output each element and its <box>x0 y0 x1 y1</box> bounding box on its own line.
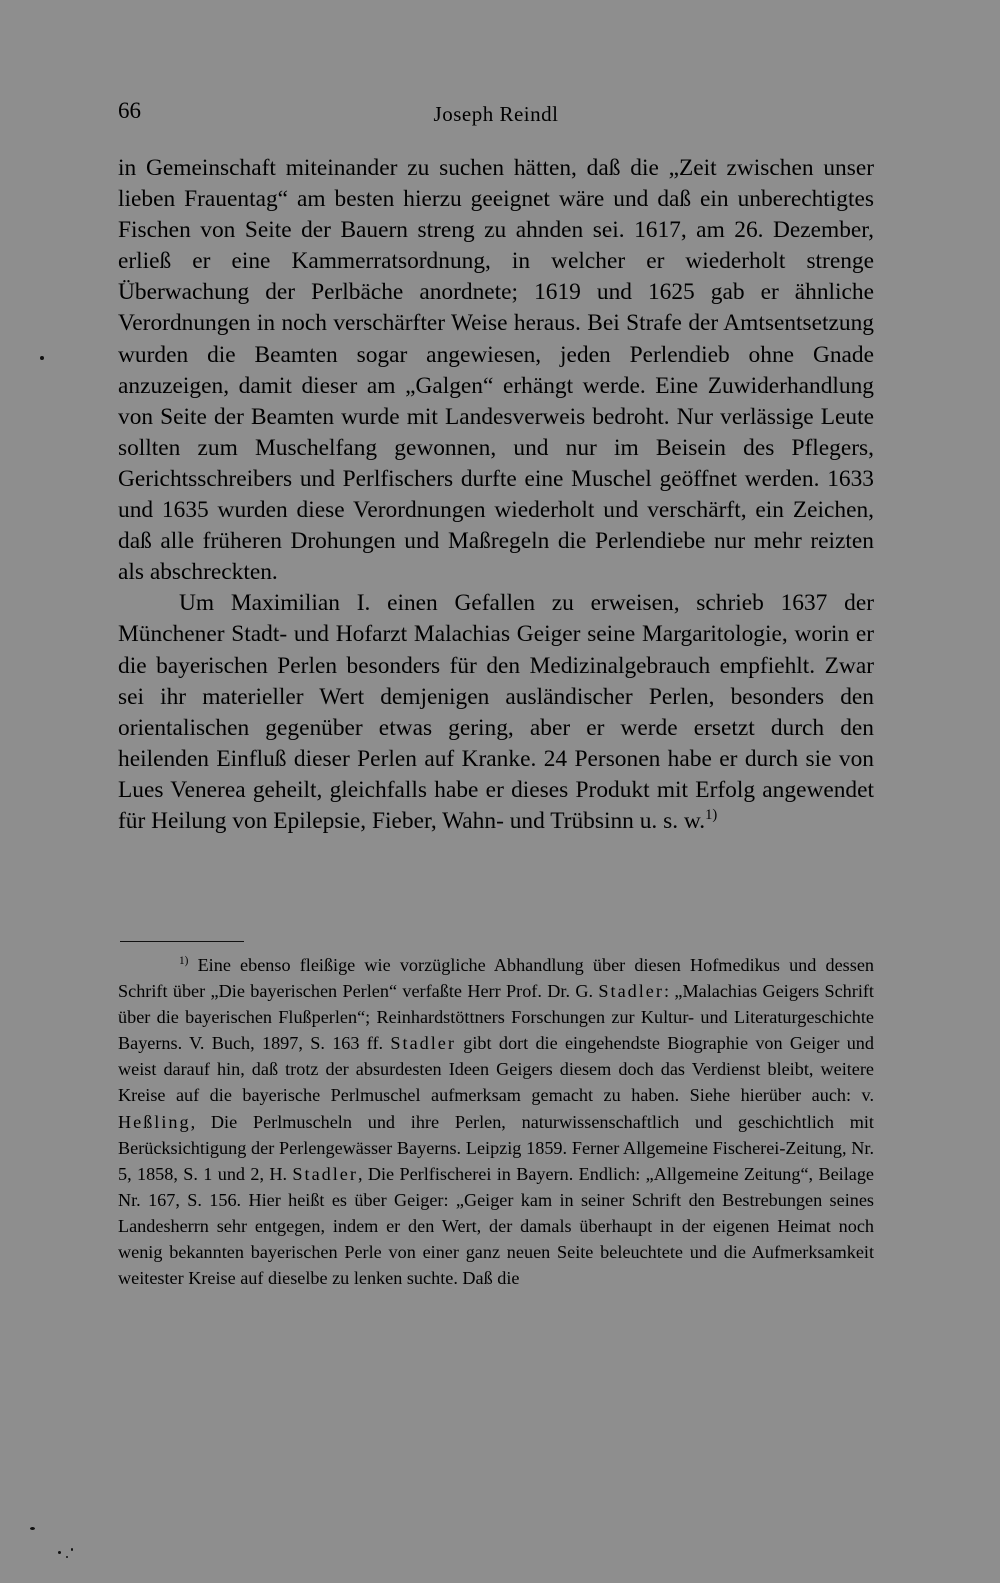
footnote-author-name: Stadler <box>390 1033 456 1054</box>
footnote-marker: 1) <box>179 954 189 967</box>
footnote-text-5: , Die Perlfischerei in Bayern. Endlich: „Allgemeine Zeitung“, Beilage Nr. 167, S. 156. Hier heißt es über Geiger: „Geiger kam in seiner Schrift den Bestrebungen seines Landesherrn sehr entgegen, indem er den Wert, der damals überhaupt in der eigenen Heimat noch wenig bekannten bayerischen Perle von einer ganz neuen Seite beleuchtete und die Aufmerksamkeit weitester Kreise auf dieselbe zu lenken suchte. Daß die <box>118 1163 874 1289</box>
scan-speck <box>71 1548 73 1551</box>
scan-speck <box>40 356 44 360</box>
footnote <box>118 952 874 1291</box>
footnote-text-1: Eine ebenso fleißige wie vorzügliche Abhandlung über diesen Hofmedikus und dessen Schrift über „Die bayerischen Perlen“ verfaßte Herr Prof. Dr. G. <box>118 955 875 1002</box>
footnote-author-name: Stadler <box>292 1163 358 1184</box>
main-text <box>118 153 874 837</box>
scan-speck <box>30 1527 35 1530</box>
footnote-separator <box>120 941 244 942</box>
page-number: 66 <box>118 98 141 123</box>
paragraph-geiger-text: Um Maximilian I. einen Gefallen zu erweisen, schrieb 1637 der Münchener Stadt- und Hofarzt Malachias Geiger seine Margaritologie, worin er die bayerischen Perlen besonders für den Medizinalgebrauch empfiehlt. Zwar sei ihr materieller Wert demjenigen ausländischer Perlen, besonders den orientalischen gegenüber etwas gering, aber er werde ersetzt durch den heilenden Einfluß dieser Perlen auf Kranke. 24 Personen habe er durch sie von Lues Venerea geheilt, gleichfalls habe er dieses Produkt mit Erfolg angewendet für Heilung von Epilepsie, Fieber, Wahn- und Trübsinn u. s. w. <box>118 590 874 834</box>
footnote-text-3: gibt dort die eingehendste Biographie von Geiger und weist darauf hin, daß trotz der absurdesten Ideen Geigers diesem doch das Verdienst bleibt, weitere Kreise auf die bayerische Perlmuschel aufmerksam gemacht zu haben. Siehe hierüber auch: v. <box>118 1033 874 1106</box>
scan-speck <box>66 1556 68 1558</box>
paragraph-geiger <box>118 588 874 837</box>
running-head-author: Joseph Reindl <box>433 102 559 126</box>
scan-speck <box>58 1551 61 1554</box>
footnote-author-name: Stadler <box>598 981 664 1002</box>
paragraph-continued: in Gemeinschaft miteinander zu suchen hätten, daß die „Zeit zwischen unser lieben Frauentag“ am besten hierzu geeignet wäre und daß ein unberechtigtes Fischen von Seite der Bauern streng zu ahnden sei. 1617, am 26. Dezember, erließ er eine Kammerratsordnung, in welcher er wiederholt strenge Überwachung der Perlbäche anordnete; 1619 und 1625 gab er ähnliche Verordnungen in noch verschärfter Weise heraus. Bei Strafe der Amtsentsetzung wurden die Beamten sogar angewiesen, jeden Perlendieb ohne Gnade anzuzeigen, damit dieser am „Galgen“ erhängt werde. Eine Zuwiderhandlung von Seite der Beamten wurde mit Landesverweis bedroht. Nur verlässige Leute sollten zum Muschelfang gewonnen, und nur im Beisein des Pflegers, Gerichtsschreibers und Perlfischers durfte eine Muschel geöffnet werden. 1633 und 1635 wurden diese Verordnungen wiederholt und verschärft, ein Zeichen, daß alle früheren Drohungen und Maßregeln die Perlendiebe nur mehr reizten als abschreckten. <box>118 155 874 586</box>
footnote-text-2: : „Malachias Geigers Schrift über die bayerischen Flußperlen“; Reinhardstöttners Forschungen zur Kultur- und Literaturgeschichte Bayerns. V. Buch, 1897, S. 163 ff. <box>118 981 874 1054</box>
page-header <box>118 98 874 128</box>
footnote-reference: 1) <box>705 807 718 824</box>
footnote-text-4: , Die Perlmuscheln und ihre Perlen, naturwissenschaftlich und geschichtlich mit Berücksichtigung der Perlengewässer Bayerns. Leipzig 1859. Ferner Allgemeine Fischerei-Zeitung, Nr. 5, 1858, S. 1 und 2, H. <box>118 1111 874 1184</box>
footnote-author-name: Heßling <box>118 1111 191 1132</box>
